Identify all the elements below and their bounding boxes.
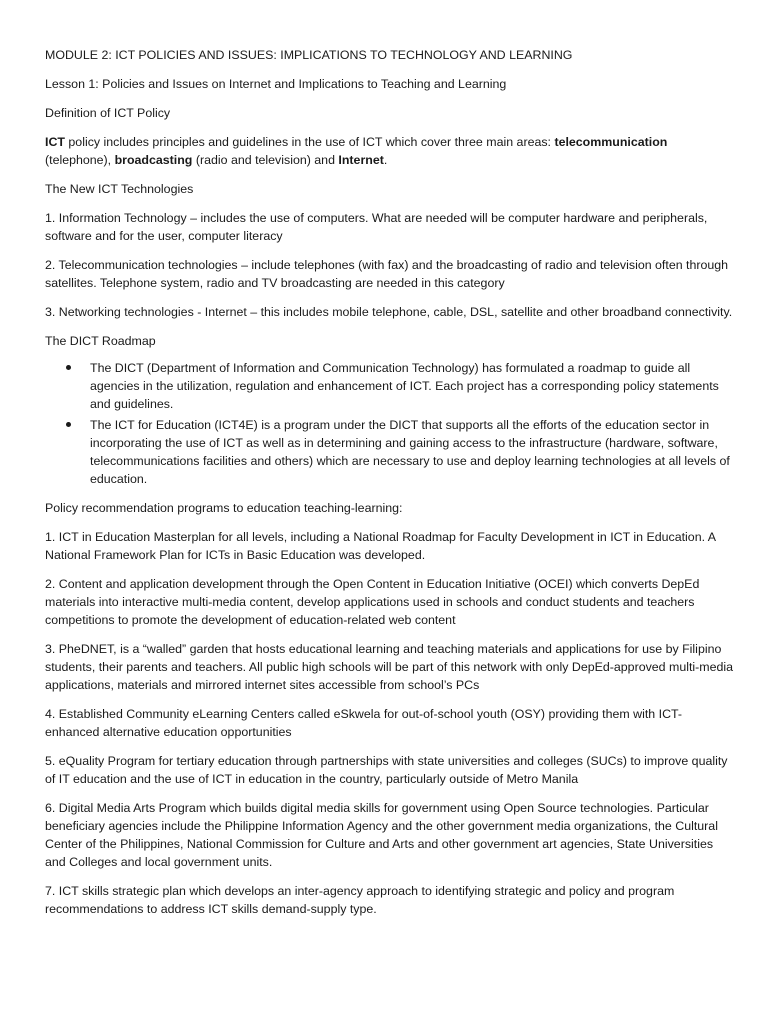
definition-paragraph: ICT policy includes principles and guidelines in the use of ICT which cover three main areas: telecommunication (telephone), broadcasting (radio and television) and Internet. (45, 135, 668, 167)
roadmap-bullet: The DICT (Department of Information and Communication Technology) has formulated a roadmap to guide all agencies in the utilization, regulation and enhancement of ICT. Each project has a corresponding policy statements and guidelines. (90, 359, 735, 413)
term-ict: ICT (45, 135, 65, 149)
lesson-title: Lesson 1: Policies and Issues on Internet and Implications to Teaching and Learning (45, 77, 507, 91)
policy-item: 7. ICT skills strategic plan which develops an inter-agency approach to identifying strategic and policy and program recommendations to address ICT skills demand-supply type. (45, 884, 675, 916)
definition-heading: Definition of ICT Policy (45, 106, 171, 120)
term-broadcasting: broadcasting (114, 153, 193, 167)
roadmap-heading: The DICT Roadmap (45, 334, 156, 348)
new-tech-item: 1. Information Technology – includes the use of computers. What are needed will be computer hardware and peripherals, software and for the user, computer literacy (45, 211, 708, 243)
policy-item: 4. Established Community eLearning Centers called eSkwela for out-of-school youth (OSY) providing them with ICT-enhanced alternative education opportunities (45, 707, 683, 739)
policy-item: 6. Digital Media Arts Program which builds digital media skills for government using Open Source technologies. Particular beneficiary agencies include the Philippine Information Agency and the other government media organizations, the Cultural Center of the Philippines, National Commission for Culture and Arts and other government art agencies, State Universities and Colleges and local government units. (45, 801, 718, 869)
policy-heading: Policy recommendation programs to education teaching-learning: (45, 501, 403, 515)
document-body (45, 46, 735, 929)
new-tech-heading: The New ICT Technologies (45, 182, 194, 196)
new-tech-item: 2. Telecommunication technologies – include telephones (with fax) and the broadcasting of radio and television often through satellites. Telephone system, radio and TV broadcasting are needed in this category (45, 258, 729, 290)
policy-item: 1. ICT in Education Masterplan for all levels, including a National Roadmap for Faculty Development in ICT in Education. A National Framework Plan for ICTs in Basic Education was developed. (45, 530, 716, 562)
policy-item: 5. eQuality Program for tertiary education through partnerships with state universities and colleges (SUCs) to improve quality of IT education and the use of ICT in education in the country, particularly outside of Metro Manila (45, 754, 728, 786)
new-tech-item: 3. Networking technologies - Internet – this includes mobile telephone, cable, DSL, satellite and other broadband connectivity. (45, 305, 733, 319)
module-title: MODULE 2: ICT POLICIES AND ISSUES: IMPLICATIONS TO TECHNOLOGY AND LEARNING (45, 48, 573, 62)
roadmap-bullet: The ICT for Education (ICT4E) is a program under the DICT that supports all the efforts of the education sector in incorporating the use of ICT as well as in determining and gaining access to the infrastructure (hardware, software, telecommunications facilities and others) which are necessary to use and deploy learning technologies at all levels of education. (90, 416, 735, 488)
term-internet: Internet (338, 153, 384, 167)
term-telecommunication: telecommunication (554, 135, 668, 149)
roadmap-list (45, 359, 735, 488)
policy-item: 2. Content and application development through the Open Content in Education Initiative (OCEI) which converts DepEd materials into interactive multi-media content, develop applications used in schools and conduct students and teachers competitions to promote the development of education-related web content (45, 577, 700, 627)
policy-item: 3. PheDNET, is a “walled” garden that hosts educational learning and teaching materials and applications for use by Filipino students, their parents and teachers. All public high schools will be part of this network with only DepEd-approved multi-media applications, materials and mirrored internet sites accessible from school’s PCs (45, 642, 734, 692)
